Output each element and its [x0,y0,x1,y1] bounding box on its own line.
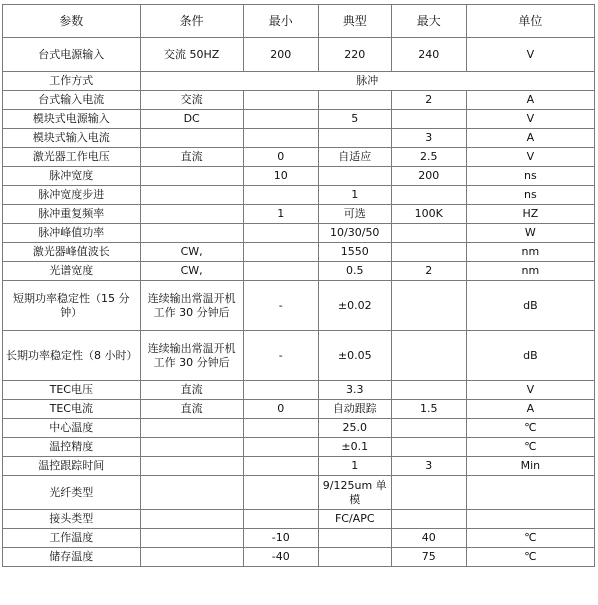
cell-param: 温控精度 [3,438,141,457]
cell-max: 2 [391,91,466,110]
cell-unit: V [466,381,594,400]
cell-unit: W [466,224,594,243]
cell-typical: 自动跟踪 [318,400,391,419]
cell-max [391,186,466,205]
cell-min: -10 [243,529,318,548]
table-row [3,331,595,381]
cell-condition: CW, [140,262,243,281]
header-condition: 条件 [140,5,243,38]
table-row [3,91,595,110]
cell-unit: nm [466,243,594,262]
cell-param: 短期功率稳定性（15 分钟） [3,281,141,331]
cell-min [243,438,318,457]
cell-min: 0 [243,148,318,167]
cell-condition [140,167,243,186]
cell-typical [318,529,391,548]
cell-unit: V [466,38,594,72]
cell-unit: V [466,148,594,167]
table-row [3,167,595,186]
cell-min: 1 [243,205,318,224]
cell-max [391,381,466,400]
cell-max: 3 [391,457,466,476]
cell-param: 中心温度 [3,419,141,438]
cell-max [391,224,466,243]
cell-max [391,510,466,529]
table-row [3,529,595,548]
cell-param: TEC电压 [3,381,141,400]
cell-typical: ±0.1 [318,438,391,457]
cell-condition: 直流 [140,148,243,167]
cell-param: 激光器工作电压 [3,148,141,167]
cell-param: 工作温度 [3,529,141,548]
cell-min [243,457,318,476]
cell-max [391,110,466,129]
cell-param: 温控跟踪时间 [3,457,141,476]
cell-typical: ±0.02 [318,281,391,331]
cell-param: 工作方式 [3,72,141,91]
header-max: 最大 [391,5,466,38]
cell-min: 200 [243,38,318,72]
cell-condition [140,438,243,457]
cell-typical: 1 [318,457,391,476]
cell-condition [140,529,243,548]
cell-unit: A [466,129,594,148]
cell-max [391,331,466,381]
cell-param: 长期功率稳定性（8 小时） [3,331,141,381]
cell-unit [466,510,594,529]
cell-condition [140,419,243,438]
table-row [3,72,595,91]
table-row [3,281,595,331]
cell-unit: ℃ [466,548,594,567]
cell-param: 接头类型 [3,510,141,529]
cell-unit: A [466,400,594,419]
cell-unit: V [466,110,594,129]
cell-typical [318,91,391,110]
cell-param: 储存温度 [3,548,141,567]
cell-typical: 3.3 [318,381,391,400]
cell-typical: 1 [318,186,391,205]
spec-table [2,4,595,567]
cell-max: 75 [391,548,466,567]
cell-condition [140,457,243,476]
table-row [3,419,595,438]
header-typical: 典型 [318,5,391,38]
cell-max: 240 [391,38,466,72]
cell-param: 模块式电源输入 [3,110,141,129]
cell-typical: 1550 [318,243,391,262]
cell-param: 脉冲重复频率 [3,205,141,224]
cell-param: 脉冲峰值功率 [3,224,141,243]
cell-typical: 0.5 [318,262,391,281]
cell-param: 台式电源输入 [3,38,141,72]
cell-min [243,510,318,529]
cell-min [243,186,318,205]
cell-condition [140,224,243,243]
cell-param: 模块式输入电流 [3,129,141,148]
cell-unit: ℃ [466,419,594,438]
cell-max: 1.5 [391,400,466,419]
cell-min [243,262,318,281]
cell-typical [318,129,391,148]
header-min: 最小 [243,5,318,38]
cell-param: 激光器峰值波长 [3,243,141,262]
cell-typical: FC/APC [318,510,391,529]
cell-param: 光纤类型 [3,476,141,510]
cell-condition: DC [140,110,243,129]
cell-unit: ℃ [466,529,594,548]
table-row [3,224,595,243]
cell-min: -40 [243,548,318,567]
table-row [3,438,595,457]
cell-min [243,243,318,262]
table-row [3,400,595,419]
cell-unit: ns [466,186,594,205]
header-unit: 单位 [466,5,594,38]
cell-condition: 连续输出常温开机工作 30 分钟后 [140,331,243,381]
cell-unit: nm [466,262,594,281]
cell-typical: 220 [318,38,391,72]
cell-max [391,476,466,510]
cell-typical: 可选 [318,205,391,224]
table-row [3,186,595,205]
cell-min [243,91,318,110]
cell-typical: ±0.05 [318,331,391,381]
cell-max [391,243,466,262]
cell-unit: dB [466,281,594,331]
cell-max [391,438,466,457]
cell-max: 2.5 [391,148,466,167]
cell-condition: CW, [140,243,243,262]
cell-unit: ℃ [466,438,594,457]
cell-unit: HZ [466,205,594,224]
cell-typical: 自适应 [318,148,391,167]
cell-condition: 直流 [140,400,243,419]
cell-condition [140,548,243,567]
cell-param: 脉冲宽度步进 [3,186,141,205]
cell-max: 40 [391,529,466,548]
table-row [3,110,595,129]
table-row [3,38,595,72]
cell-typical [318,167,391,186]
cell-condition [140,205,243,224]
cell-unit: ns [466,167,594,186]
cell-condition: 交流 50HZ [140,38,243,72]
cell-typical: 10/30/50 [318,224,391,243]
table-row [3,148,595,167]
cell-min [243,129,318,148]
table-row [3,262,595,281]
header-param: 参数 [3,5,141,38]
cell-min [243,224,318,243]
cell-condition: 交流 [140,91,243,110]
cell-min [243,476,318,510]
cell-condition: 直流 [140,381,243,400]
cell-unit: dB [466,331,594,381]
cell-min [243,419,318,438]
table-row [3,457,595,476]
cell-min [243,381,318,400]
cell-condition [140,476,243,510]
cell-param: TEC电流 [3,400,141,419]
cell-min: - [243,281,318,331]
cell-min [243,110,318,129]
cell-typical: 9/125um 单模 [318,476,391,510]
cell-min: - [243,331,318,381]
cell-unit: Min [466,457,594,476]
cell-typical: 5 [318,110,391,129]
table-row [3,476,595,510]
header-row [3,5,595,38]
cell-typical: 25.0 [318,419,391,438]
cell-condition [140,186,243,205]
cell-min: 10 [243,167,318,186]
cell-max: 3 [391,129,466,148]
cell-max: 200 [391,167,466,186]
cell-unit: A [466,91,594,110]
table-row [3,548,595,567]
cell-condition: 连续输出常温开机工作 30 分钟后 [140,281,243,331]
cell-max [391,419,466,438]
cell-param: 光谱宽度 [3,262,141,281]
cell-max: 100K [391,205,466,224]
cell-unit [466,476,594,510]
table-row [3,381,595,400]
cell-mode-value: 脉冲 [140,72,594,91]
cell-typical [318,548,391,567]
cell-param: 台式输入电流 [3,91,141,110]
table-row [3,510,595,529]
cell-param: 脉冲宽度 [3,167,141,186]
table-row [3,205,595,224]
table-row [3,129,595,148]
cell-max [391,281,466,331]
cell-max: 2 [391,262,466,281]
cell-condition [140,129,243,148]
cell-condition [140,510,243,529]
table-body [3,38,595,567]
cell-min: 0 [243,400,318,419]
table-row [3,243,595,262]
